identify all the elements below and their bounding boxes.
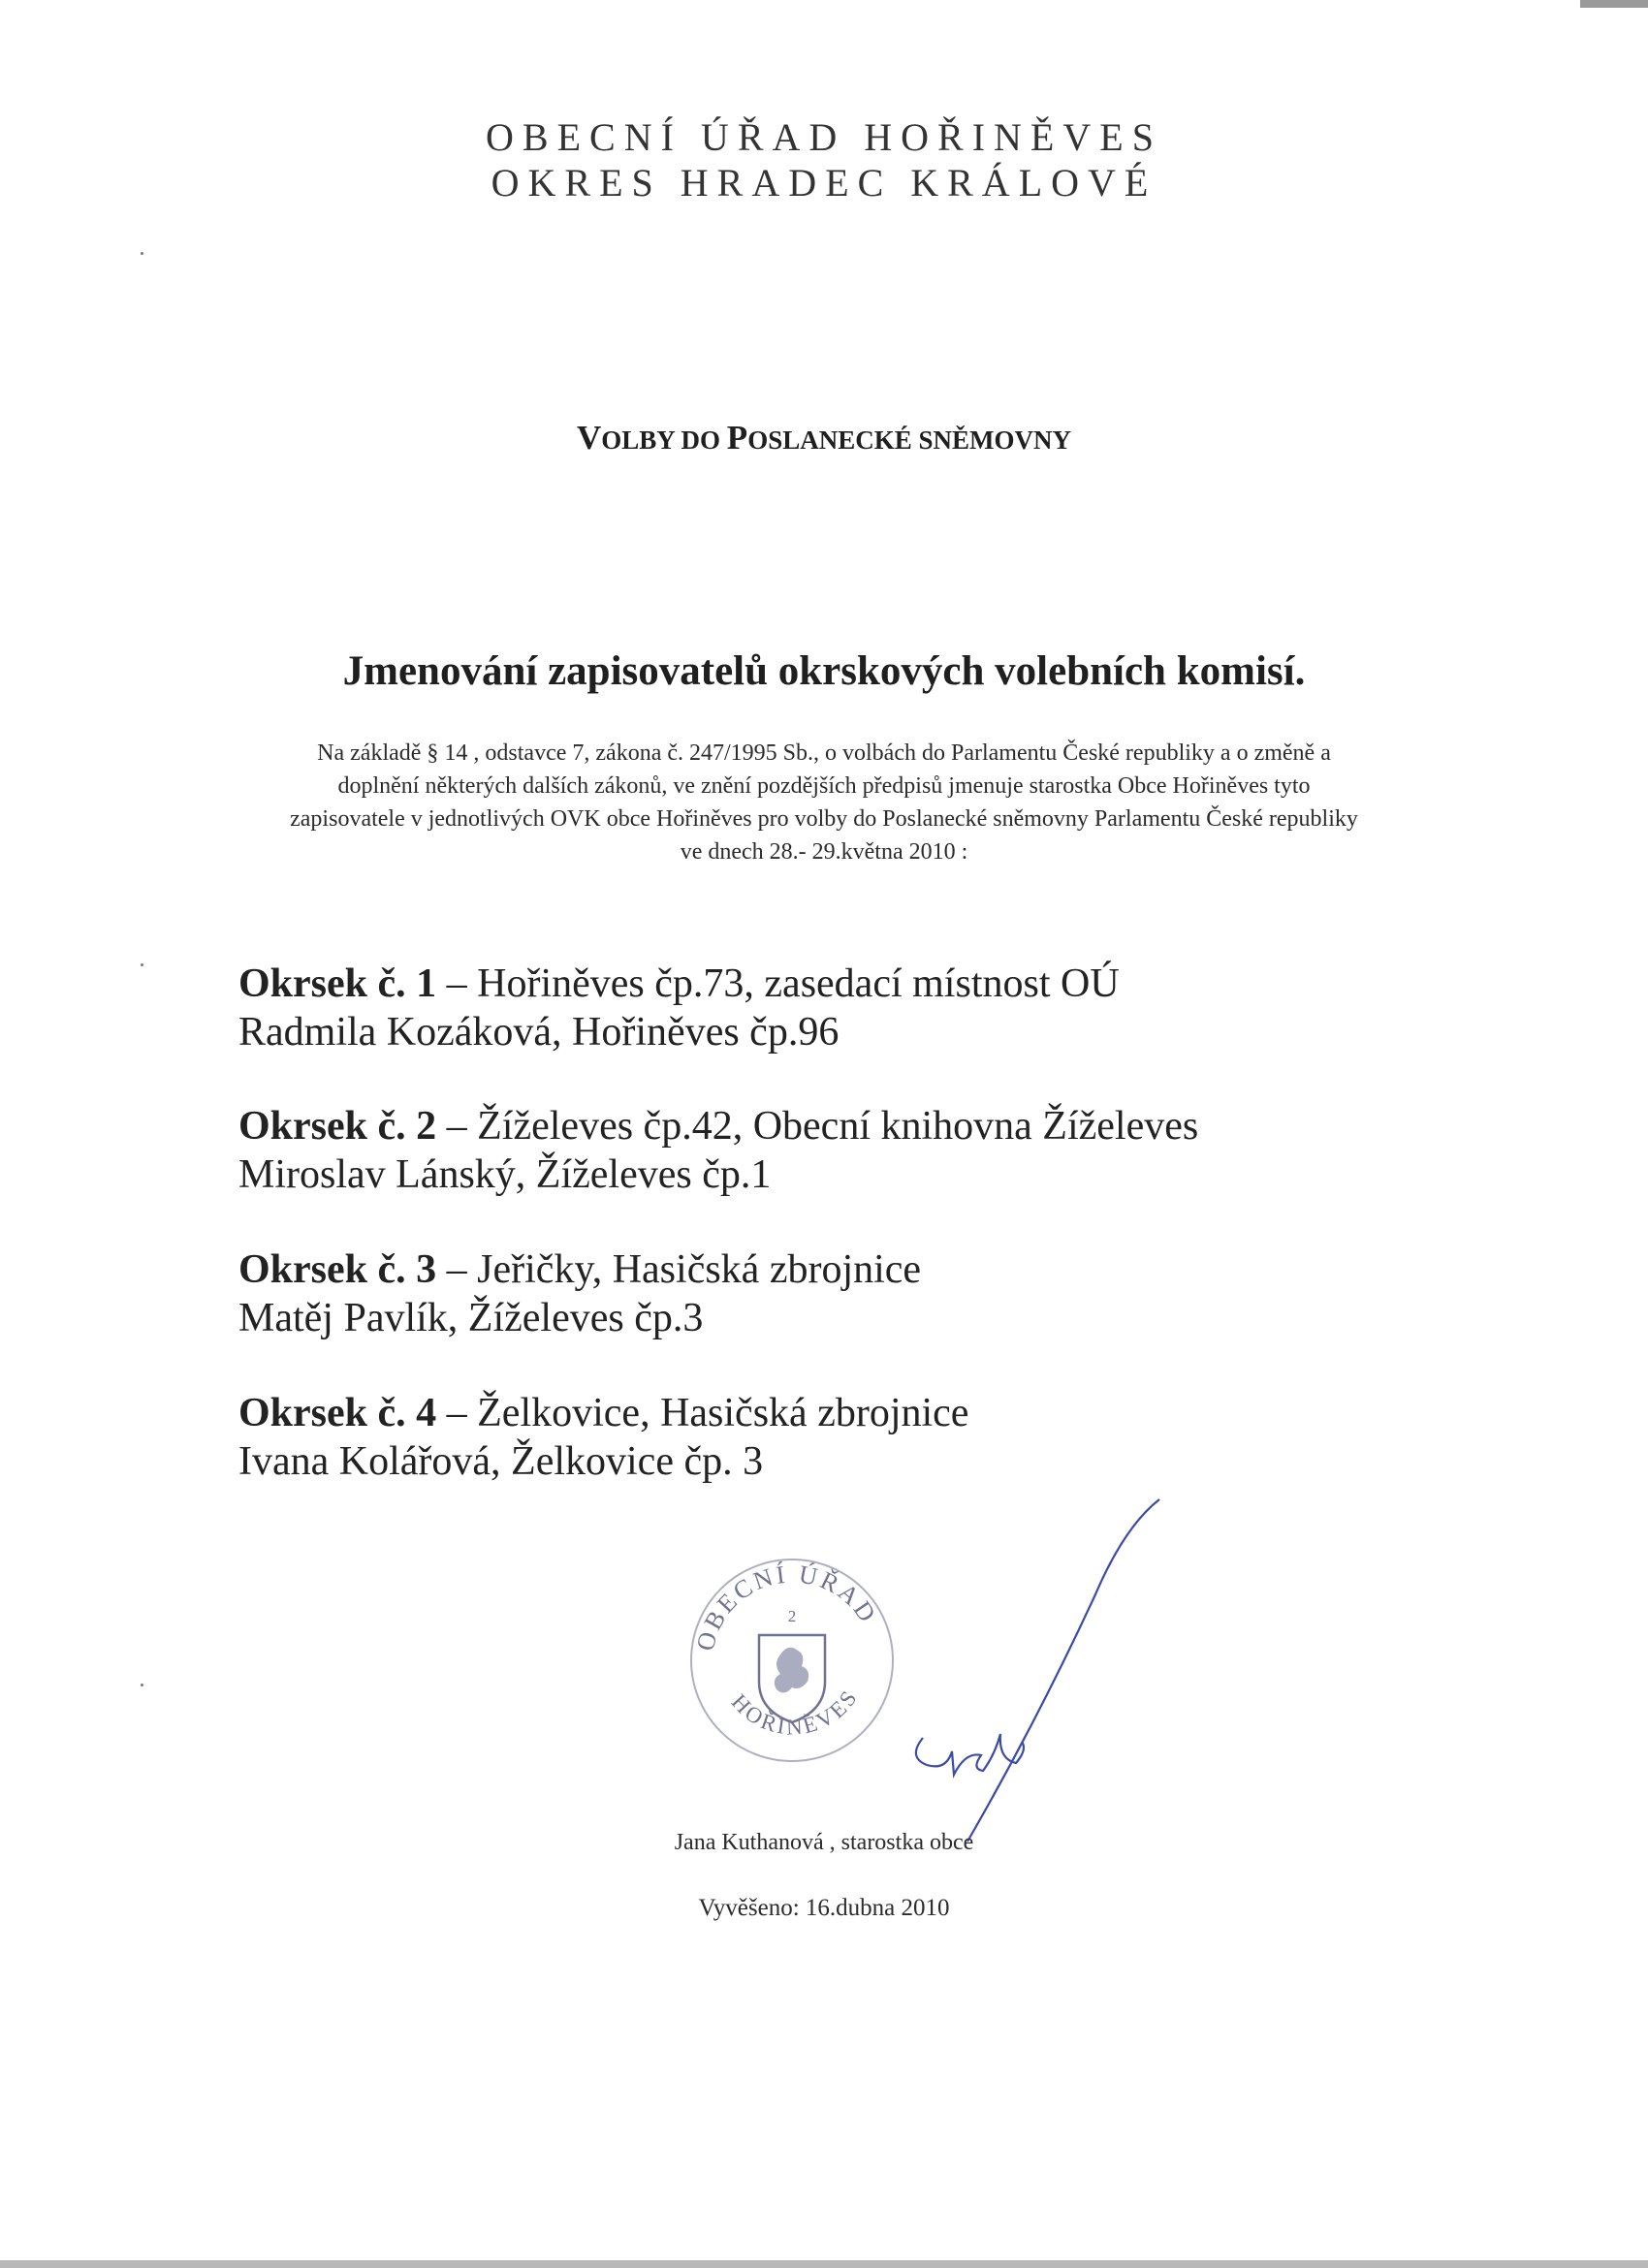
district-location: – Želkovice, Hasičská zbrojnice xyxy=(436,1391,969,1435)
district-label: Okrsek č. 1 xyxy=(238,961,437,1006)
scan-edge-top xyxy=(1580,0,1648,8)
district-label: Okrsek č. 3 xyxy=(238,1247,437,1292)
lion-icon xyxy=(775,1648,808,1693)
scan-edge-bottom xyxy=(0,2260,1648,2268)
district-4 xyxy=(238,1389,1305,1486)
intro-line: Na základě § 14 , odstavce 7, zákona č. 247/1995 Sb., o volbách do Parlamentu České republiky a o změně a xyxy=(317,740,1331,766)
district-3 xyxy=(238,1245,1305,1342)
district-recorder: Ivana Kolářová, Želkovice čp. 3 xyxy=(238,1439,764,1484)
scan-speck xyxy=(141,963,143,966)
district-location: – Žíželeves čp.42, Obecní knihovna Žíželeves xyxy=(436,1104,1199,1149)
office-district: OKRES HRADEC KRÁLOVÉ xyxy=(491,161,1157,205)
intro-line: zapisovatele v jednotlivých OVK obce Hořiněves pro volby do Poslanecké sněmovny Parlamentu České republiky xyxy=(290,806,1358,832)
scan-speck xyxy=(141,1684,143,1686)
scan-speck xyxy=(141,252,143,255)
district-recorder: Miroslav Lánský, Žíželeves čp.1 xyxy=(238,1152,772,1197)
signer-name: Jana Kuthanová , starostka obce xyxy=(674,1830,974,1855)
district-2 xyxy=(238,1102,1305,1199)
stamp-number: 2 xyxy=(787,1607,797,1625)
official-stamp xyxy=(683,1546,902,1764)
district-location: – Jeřičky, Hasičská zbrojnice xyxy=(436,1247,922,1292)
document-subtitle: Jmenování zapisovatelů okrskových volebních komisí. xyxy=(342,648,1306,694)
office-name: OBECNÍ ÚŘAD HOŘINĚVES xyxy=(486,115,1162,159)
district-label: Okrsek č. 2 xyxy=(238,1104,437,1149)
posted-date: Vyvěšeno: 16.dubna 2010 xyxy=(698,1895,950,1921)
election-title: VOLBY DO POSLANECKÉ SNĚMOVNY xyxy=(577,419,1071,457)
stamp-top-text: OBECNÍ ÚŘAD xyxy=(690,1559,883,1654)
district-label: Okrsek č. 4 xyxy=(238,1391,437,1435)
signature xyxy=(872,1497,1163,1856)
intro-line: doplnění některých dalších zákonů, ve znění pozdějších předpisů jmenuje starostka Obce Hořiněves tyto xyxy=(337,773,1311,799)
district-location: – Hořiněves čp.73, zasedací místnost OÚ xyxy=(436,961,1120,1006)
district-recorder: Radmila Kozáková, Hořiněves čp.96 xyxy=(238,1010,840,1055)
intro-paragraph xyxy=(192,737,1456,868)
stamp-bottom-text: HOŘINĚVES xyxy=(726,1684,864,1740)
intro-line: ve dnech 28.- 29.května 2010 : xyxy=(680,839,968,865)
district-1 xyxy=(238,960,1305,1056)
district-recorder: Matěj Pavlík, Žíželeves čp.3 xyxy=(238,1296,704,1340)
